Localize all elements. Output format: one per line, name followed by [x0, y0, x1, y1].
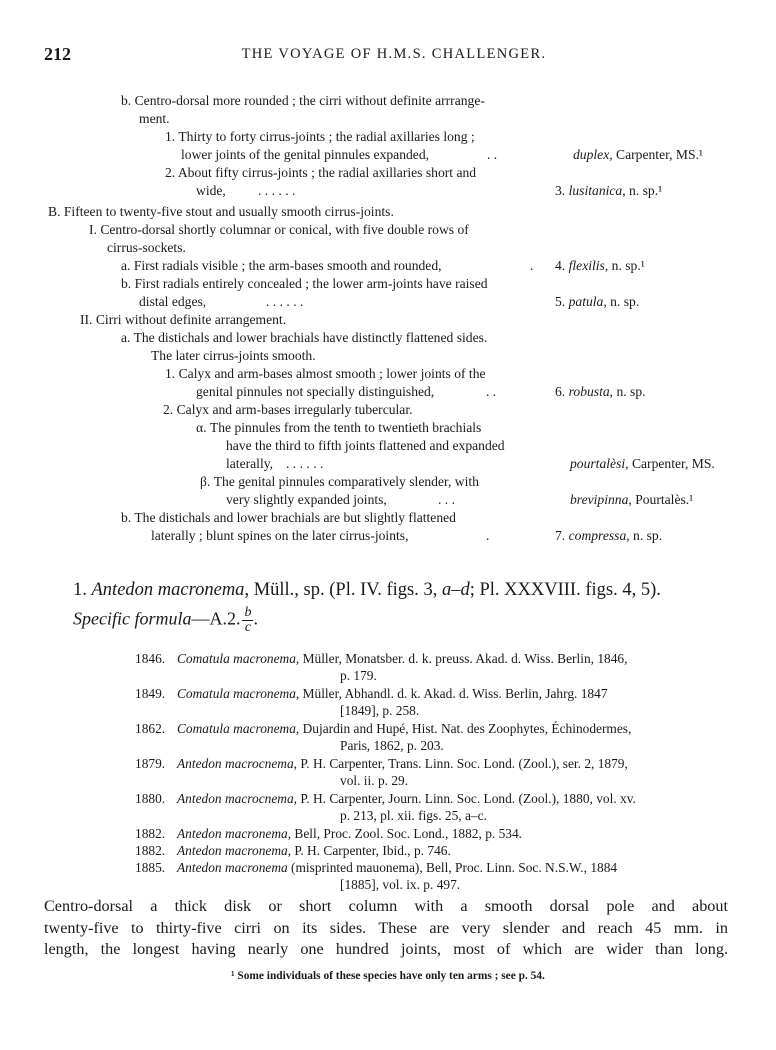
synonymy-entry: 1882. Antedon macronema, Bell, Proc. Zool. Soc. Lond., 1882, p. 534. — [135, 826, 523, 841]
description-paragraph — [44, 896, 728, 961]
taxon-name: pourtalèsi — [570, 456, 626, 471]
result-number: 5. — [555, 294, 566, 309]
formula-denominator: c — [244, 620, 252, 635]
key-line: have the third to fifth joints flattened and expanded — [226, 438, 505, 453]
key-line: 2. Calyx and arm-bases irregularly tubercular. — [163, 402, 413, 417]
leader-dots: . . . . . . — [286, 456, 324, 471]
key-result — [570, 455, 715, 473]
leader-dots: . — [530, 258, 534, 273]
result-number: 6. — [555, 384, 566, 399]
synonymy-entry: 1885. Antedon macronema (misprinted mauonema), Bell, Proc. Linn. Soc. N.S.W., 1884 — [135, 860, 618, 875]
key-result — [555, 257, 645, 275]
synonymy-entry: 1846. Comatula macronema, Müller, Monatsber. d. k. preuss. Akad. d. Wiss. Berlin, 1846, — [135, 651, 628, 666]
synonymy-continuation: [1849], p. 258. — [340, 703, 420, 718]
description-line: Centro-dorsal a thick disk or short column with a smooth dorsal pole and about — [44, 897, 728, 915]
description-line: twenty-five to thirty-five cirri on its sides. These are very slender and reach 45 mm. in — [44, 918, 728, 937]
key-line: β. The genital pinnules comparatively slender, with — [200, 474, 479, 489]
taxon-name: compressa — [568, 528, 627, 543]
synonymy-entry: 1880. Antedon macrocnema, P. H. Carpenter, Journ. Linn. Soc. Lond. (Zool.), 1880, vol. xv. — [135, 791, 636, 806]
formula-fraction — [242, 606, 253, 635]
formula-value: —A.2. — [191, 608, 241, 629]
synonymy-entry: 1849. Comatula macronema, Müller, Abhandl. d. k. Akad. d. Wiss. Berlin, Jahrg. 1847 — [135, 686, 608, 701]
taxon-authority: , Carpenter, MS.¹ — [609, 147, 704, 162]
leader-dots: . . . — [438, 492, 455, 507]
taxon-name: patula — [568, 294, 604, 309]
species-number: 1. — [73, 580, 87, 600]
key-line: 1. Calyx and arm-bases almost smooth ; lower joints of the — [165, 366, 486, 381]
running-title: THE VOYAGE OF H.M.S. CHALLENGER. — [241, 46, 547, 62]
key-line: b. First radials entirely concealed ; the lower arm-joints have raised — [121, 276, 488, 291]
leader-dots: . . — [487, 147, 498, 162]
result-number: 3. — [555, 183, 566, 198]
key-line: I. Centro-dorsal shortly columnar or conical, with five double rows of — [89, 222, 469, 237]
key-line: wide, — [196, 183, 226, 198]
formula-label: Specific formula — [73, 608, 192, 629]
key-line: a. The distichals and lower brachials have distinctly flattened sides. — [121, 330, 488, 345]
key-result — [555, 527, 662, 545]
key-line: a. First radials visible ; the arm-bases smooth and rounded, — [121, 258, 442, 273]
key-line: very slightly expanded joints, — [226, 492, 387, 507]
synonymy-entry: 1879. Antedon macrocnema, P. H. Carpenter, Trans. Linn. Soc. Lond. (Zool.), ser. 2, 1879, — [135, 756, 628, 771]
species-name: Antedon macronema — [91, 580, 245, 600]
key-result — [555, 383, 646, 401]
key-line: b. The distichals and lower brachials are but slightly flattened — [121, 510, 456, 525]
leader-dots: . — [486, 528, 490, 543]
key-result — [573, 146, 703, 164]
key-line: 2. About fifty cirrus-joints ; the radial axillaries short and — [165, 165, 477, 180]
key-line: cirrus-sockets. — [107, 240, 186, 255]
taxon-name: duplex — [573, 147, 610, 162]
page-number: 212 — [44, 44, 71, 64]
key-line: α. The pinnules from the tenth to twentieth brachials — [196, 420, 482, 435]
synonymy-entry: 1882. Antedon macronema, P. H. Carpenter, Ibid., p. 746. — [135, 843, 451, 858]
key-result — [555, 293, 639, 311]
key-line: distal edges, — [139, 294, 207, 309]
description-line: length, the longest having nearly one hundred joints, most of which are wider than long. — [44, 940, 728, 958]
leader-dots: . . . . . . — [266, 294, 304, 309]
taxon-authority: , Pourtalès.¹ — [628, 492, 694, 507]
key-line: B. Fifteen to twenty-five stout and usually smooth cirrus-joints. — [48, 204, 394, 219]
result-number: 7. — [555, 528, 566, 543]
key-line: The later cirrus-joints smooth. — [151, 348, 316, 363]
taxon-name: robusta — [568, 384, 610, 399]
taxon-name: flexilis — [568, 258, 605, 273]
formula-end: . — [253, 608, 258, 629]
result-number: 4. — [555, 258, 566, 273]
taxon-authority: , n. sp.¹ — [622, 183, 663, 198]
key-line: genital pinnules not specially distinguished, — [196, 384, 435, 399]
taxon-authority: , n. sp.¹ — [604, 258, 645, 273]
taxon-name: lusitanica — [568, 183, 623, 198]
key-line: lower joints of the genital pinnules expanded, — [181, 147, 430, 162]
synonymy-continuation: [1885], vol. ix. p. 497. — [340, 877, 461, 892]
synonymy-continuation: Paris, 1862, p. 203. — [340, 738, 444, 753]
synonymy-continuation: vol. ii. p. 29. — [340, 773, 409, 788]
key-line: ment. — [139, 111, 170, 126]
formula-numerator: b — [244, 605, 252, 620]
leader-dots: . . . . . . — [258, 183, 296, 198]
figure-range: a–d — [441, 580, 470, 600]
key-line: 1. Thirty to forty cirrus-joints ; the radial axillaries long ; — [165, 129, 475, 144]
synonymy-entry: 1862. Comatula macronema, Dujardin and Hupé, Hist. Nat. des Zoophytes, Échinodermes, — [135, 721, 632, 736]
key-result — [570, 491, 693, 509]
key-line: laterally ; blunt spines on the later cirrus-joints, — [151, 528, 409, 543]
taxon-name: brevipinna — [570, 492, 629, 507]
key-line: laterally, — [226, 456, 274, 471]
taxon-authority: , n. sp. — [609, 384, 646, 399]
page-header — [44, 44, 744, 66]
species-heading — [73, 580, 661, 601]
footnote: ¹ Some individuals of these species have only ten arms ; see p. 54. — [231, 970, 545, 982]
specific-formula — [73, 606, 258, 635]
synonymy-continuation: p. 213, pl. xii. figs. 25, a–c. — [340, 808, 487, 823]
synonymy-continuation: p. 179. — [340, 668, 377, 683]
species-plates: ; Pl. XXXVIII. figs. 4, 5). — [469, 580, 661, 600]
taxon-authority: , n. sp. — [603, 294, 640, 309]
taxon-authority: , Carpenter, MS. — [625, 456, 715, 471]
key-line: b. Centro-dorsal more rounded ; the cirri without definite arrrange- — [121, 93, 485, 108]
key-result — [555, 182, 662, 200]
taxon-authority: , n. sp. — [626, 528, 663, 543]
key-line: II. Cirri without definite arrangement. — [80, 312, 287, 327]
species-authority: , Müll., sp. (Pl. IV. figs. 3, — [244, 580, 442, 600]
leader-dots: . . — [486, 384, 497, 399]
